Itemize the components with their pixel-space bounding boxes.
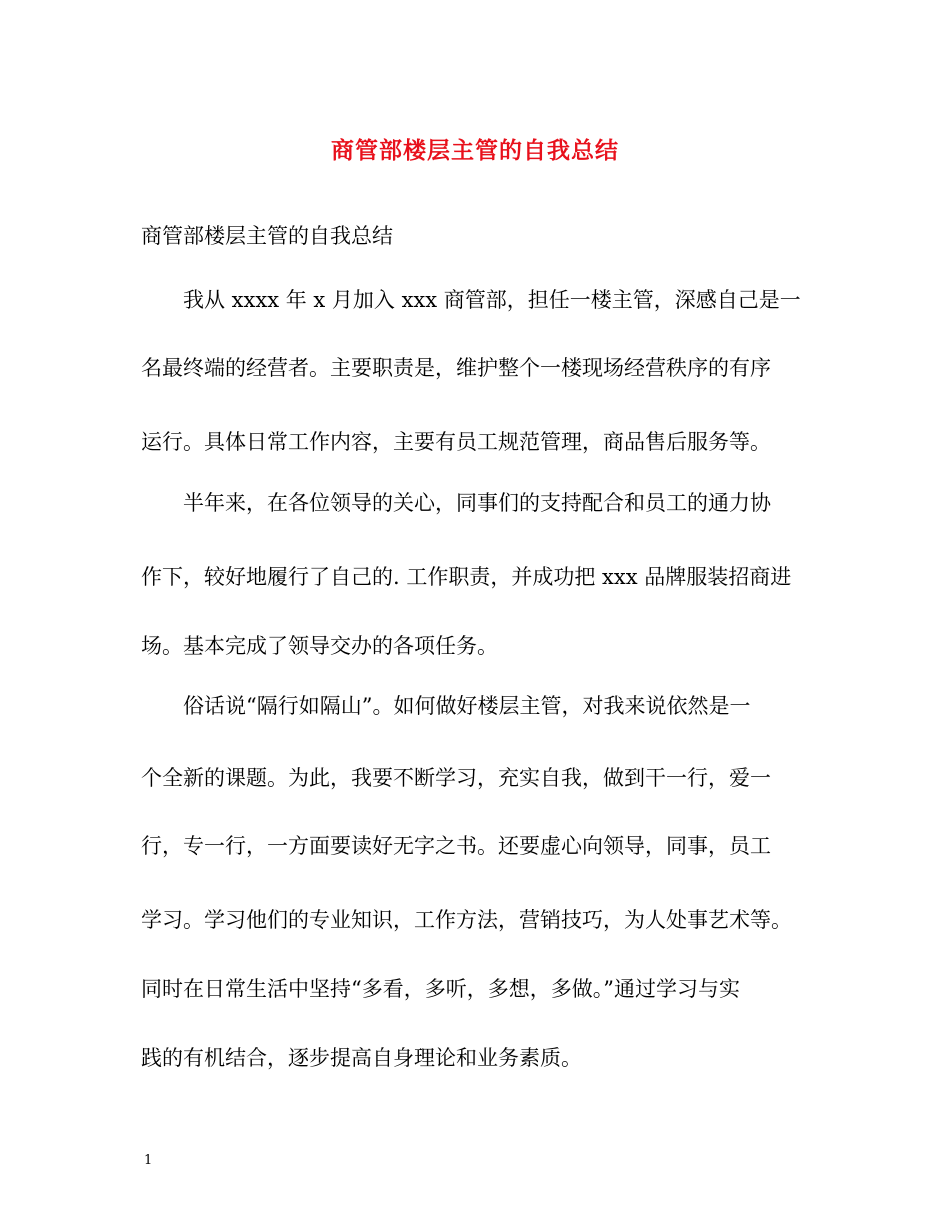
body-line: 俗话说“隔行如隔山”。如何做好楼层主管，对我来说依然是一 [141,694,751,718]
body-line: 作下，较好地履行了自己的. 工作职责，并成功把 xxx 品牌服装招商进 [141,565,792,589]
body-line: 同时在日常生活中坚持“多看，多听，多想，多做。”通过学习与实 [141,977,740,1001]
body-line: 行，专一行，一方面要读好无字之书。还要虚心向领导，同事，员工 [141,834,771,858]
body-line: 名最终端的经营者。主要职责是，维护整个一楼现场经营秩序的有序 [141,356,771,380]
body-line: 践的有机结合，逐步提高自身理论和业务素质。 [141,1046,582,1070]
document-subtitle: 商管部楼层主管的自我总结 [141,224,393,248]
body-line: 运行。具体日常工作内容，主要有员工规范管理，商品售后服务等。 [141,430,771,454]
body-line: 半年来，在各位领导的关心，同事们的支持配合和员工的通力协 [141,491,771,515]
body-line: 个全新的课题。为此，我要不断学习，充实自我，做到干一行，爱一 [141,766,771,790]
document-title: 商管部楼层主管的自我总结 [331,137,619,164]
body-line: 学习。学习他们的专业知识，工作方法，营销技巧，为人处事艺术等。 [141,908,792,932]
page-number: 1 [144,1153,153,1168]
body-line: 场。基本完成了领导交办的各项任务。 [141,634,498,658]
body-line: 我从 xxxx 年 x 月加入 xxx 商管部，担任一楼主管，深感自己是一 [141,288,801,312]
